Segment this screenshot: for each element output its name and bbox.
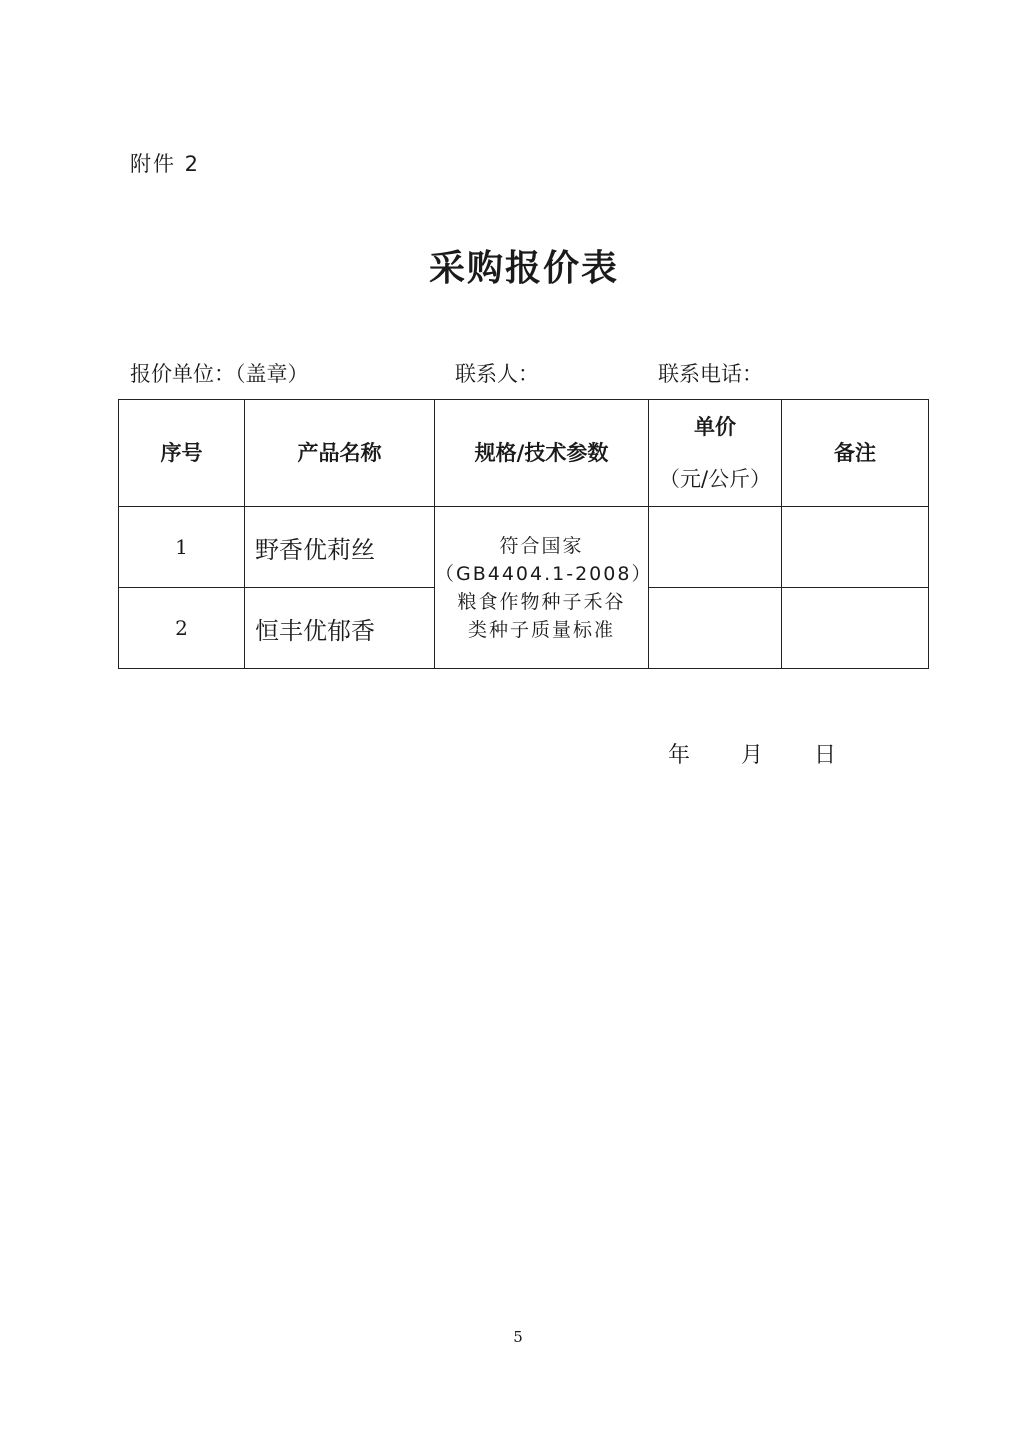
header-unit-price xyxy=(649,400,782,507)
row-unit-price-cell[interactable] xyxy=(649,588,782,669)
row-serial-number: 2 xyxy=(119,588,245,669)
attachment-label: 附件 2 xyxy=(130,152,201,176)
date-day-label: 日 xyxy=(814,743,837,768)
header-product-name: 产品名称 xyxy=(245,400,435,507)
spec-line: 符合国家 xyxy=(499,534,584,557)
row-remarks-cell[interactable] xyxy=(782,588,929,669)
quotation-table xyxy=(118,399,929,669)
contact-person-label: 联系人： xyxy=(455,362,539,386)
header-remarks: 备注 xyxy=(782,400,929,507)
table-row xyxy=(119,507,929,588)
header-specification: 规格/技术参数 xyxy=(435,400,649,507)
header-serial-number: 序号 xyxy=(119,400,245,507)
spec-line: （GB4404.1-2008） xyxy=(435,562,653,585)
page-title: 采购报价表 xyxy=(428,248,619,289)
row-product-name: 恒丰优郁香 xyxy=(245,588,435,669)
spec-line: 类种子质量标准 xyxy=(467,618,615,641)
row-serial-number: 1 xyxy=(119,507,245,588)
specification-cell xyxy=(435,507,653,669)
table-header-row xyxy=(119,400,929,507)
row-remarks-cell[interactable] xyxy=(782,507,929,588)
spec-line: 粮食作物种子禾谷 xyxy=(457,590,626,613)
page-number: 5 xyxy=(513,1328,523,1346)
date-month-label: 月 xyxy=(741,743,764,768)
row-unit-price-cell[interactable] xyxy=(649,507,782,588)
header-unit-price-unit: （元/公斤） xyxy=(658,467,772,491)
header-unit-price-label: 单价 xyxy=(694,415,736,439)
contact-phone-label: 联系电话： xyxy=(658,362,763,386)
row-product-name: 野香优莉丝 xyxy=(245,507,435,588)
date-year-label: 年 xyxy=(668,743,691,768)
quoting-unit-label: 报价单位：（盖章） xyxy=(130,362,309,386)
